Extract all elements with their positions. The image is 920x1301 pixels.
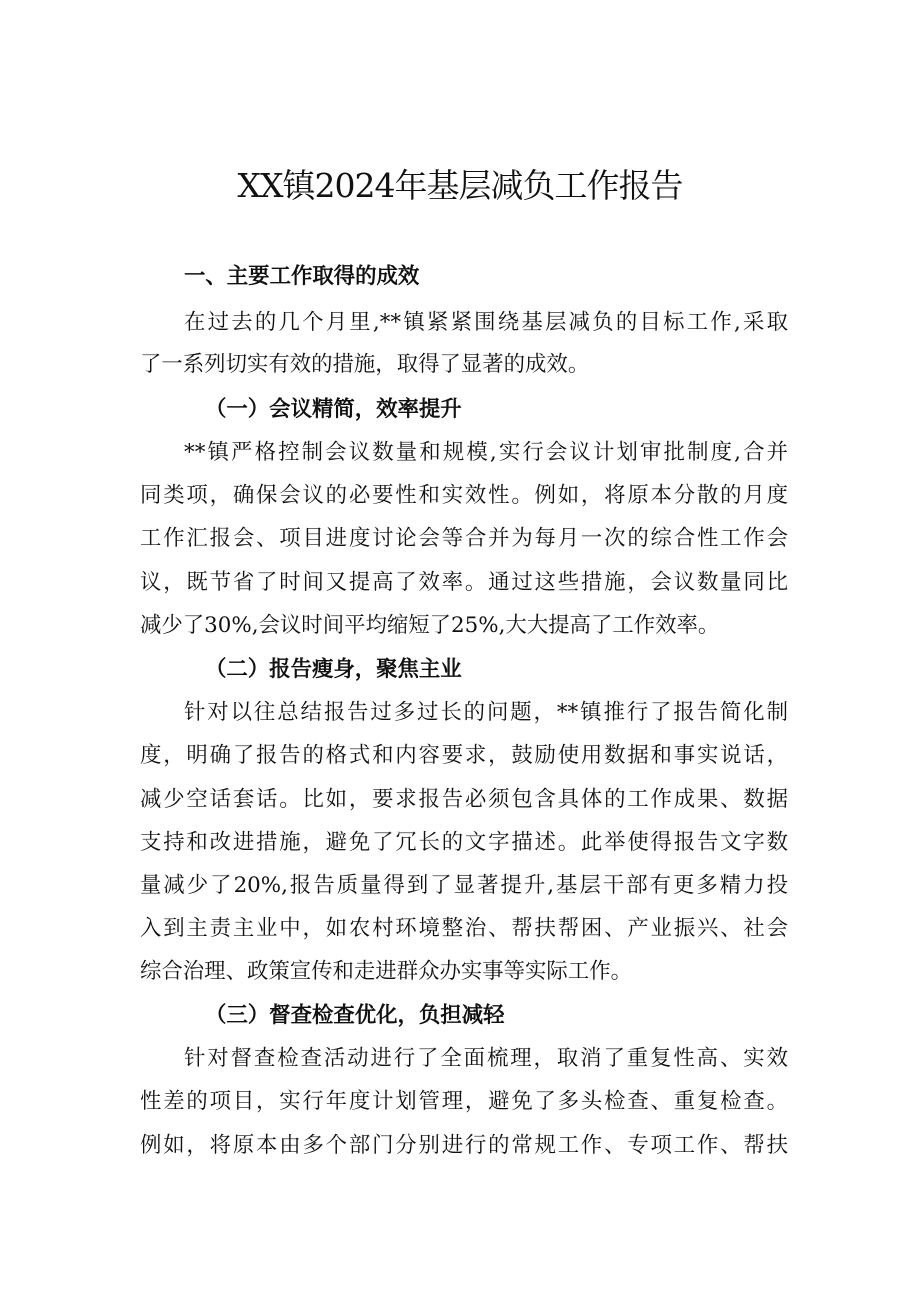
paragraph-line: 支持和改进措施，避免了冗长的文字描述。此举使得报告文字数 <box>140 830 788 855</box>
paragraph-line: 减少了30%,会议时间平均缩短了25%,大大提高了工作效率。 <box>140 613 720 638</box>
paragraph-line: 在过去的几个月里,**镇紧紧围绕基层减负的目标工作,采取 <box>184 310 788 335</box>
paragraph-line: 量减少了20%,报告质量得到了显著提升,基层干部有更多精力投 <box>140 873 788 898</box>
paragraph-line: 针对以往总结报告过多过长的问题，**镇推行了报告简化制 <box>184 700 788 725</box>
paragraph-line: 针对督查检查活动进行了全面梳理，取消了重复性高、实效 <box>184 1046 788 1071</box>
paragraph-line: 议，既节省了时间又提高了效率。通过这些措施，会议数量同比 <box>140 570 788 595</box>
paragraph-line: **镇严格控制会议数量和规模,实行会议计划审批制度,合并 <box>184 440 788 465</box>
paragraph-line: 度，明确了报告的格式和内容要求，鼓励使用数据和事实说话， <box>140 743 788 768</box>
paragraph-line: 入到主责主业中，如农村环境整治、帮扶帮困、产业振兴、社会 <box>140 916 788 941</box>
subsection-heading: （一）会议精简，效率提升 <box>205 397 462 422</box>
paragraph-line: 例如，将原本由多个部门分别进行的常规工作、专项工作、帮扶 <box>140 1133 788 1158</box>
subsection-heading: （二）报告瘦身，聚焦主业 <box>205 657 462 682</box>
section-heading: 一、主要工作取得的成效 <box>184 264 420 289</box>
paragraph-line: 减少空话套话。比如，要求报告必须包含具体的工作成果、数据 <box>140 787 788 812</box>
document-title: XX镇2024年基层减负工作报告 <box>237 166 683 205</box>
paragraph-line: 工作汇报会、项目进度讨论会等合并为每月一次的综合性工作会 <box>140 526 788 551</box>
paragraph-line: 综合治理、政策宣传和走进群众办实事等实际工作。 <box>140 959 632 984</box>
subsection-heading: （三）督查检查优化，负担减轻 <box>205 1003 505 1028</box>
paragraph-line: 了一系列切实有效的措施，取得了显著的成效。 <box>140 352 590 377</box>
paragraph-line: 性差的项目，实行年度计划管理，避免了多头检查、重复检查。 <box>140 1089 788 1114</box>
paragraph-line: 同类项，确保会议的必要性和实效性。例如，将原本分散的月度 <box>140 483 788 508</box>
